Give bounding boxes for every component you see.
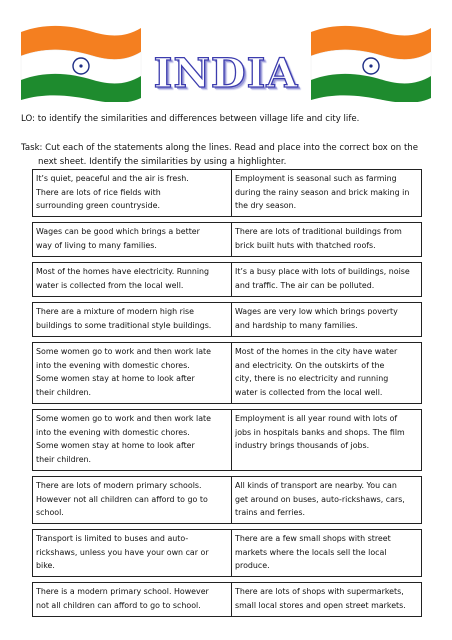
statement-text-line: brick built huts with thatched roofs. bbox=[235, 240, 376, 250]
statement-card-right[interactable] bbox=[232, 583, 422, 617]
statement-row bbox=[33, 477, 422, 524]
statement-card-right[interactable] bbox=[232, 530, 422, 577]
statement-text-line: There are a mixture of modern high rise bbox=[36, 307, 195, 316]
statement-row bbox=[33, 170, 422, 217]
statement-card-right[interactable] bbox=[232, 343, 422, 404]
statement-text-line: industry brings thousands of jobs. bbox=[235, 441, 370, 451]
statement-text-line: However not all children can afford to go to bbox=[36, 494, 208, 504]
statement-card-left[interactable] bbox=[33, 477, 232, 524]
statement-text-line: There are lots of shops with supermarkets, bbox=[235, 587, 404, 596]
statement-row bbox=[33, 410, 422, 471]
statement-text-line: and hardship to many families. bbox=[235, 320, 358, 330]
statement-text-line: Most of the homes in the city have water bbox=[235, 347, 398, 356]
statement-text-line: get around on buses, auto-rickshaws, cars, bbox=[235, 494, 405, 504]
statement-card-left[interactable] bbox=[33, 530, 232, 577]
statement-card-left[interactable] bbox=[33, 263, 232, 297]
india-flag-right bbox=[308, 18, 434, 102]
statement-card-right[interactable] bbox=[232, 477, 422, 524]
statement-text-line: All kinds of transport are nearby. You can bbox=[235, 481, 397, 490]
statement-card-left[interactable] bbox=[33, 583, 232, 617]
statement-text-line: water is collected from the local well. bbox=[235, 387, 383, 397]
page-title: INDIA bbox=[153, 50, 299, 97]
statement-text-line: produce. bbox=[235, 561, 270, 571]
statement-text-line: not all children can afford to go to school. bbox=[36, 600, 201, 610]
statement-text-line: There is a modern primary school. However bbox=[36, 587, 209, 596]
statement-row bbox=[33, 263, 422, 297]
statement-text-line: the dry season. bbox=[235, 201, 297, 211]
statement-text-line: small local stores and open street markets. bbox=[235, 600, 406, 610]
statement-row bbox=[33, 343, 422, 404]
statement-text-line: There are lots of traditional buildings from bbox=[235, 227, 402, 236]
statement-card-left[interactable] bbox=[33, 303, 232, 337]
task-instructions bbox=[21, 141, 441, 169]
statement-card-left[interactable] bbox=[33, 170, 232, 217]
statement-text-line: It’s quiet, peaceful and the air is fresh. bbox=[36, 174, 189, 183]
statement-card-right[interactable] bbox=[232, 223, 422, 257]
statement-text-line: into the evening with domestic chores. bbox=[36, 427, 190, 437]
statement-text-line: buildings to some traditional style buildings. bbox=[36, 320, 212, 330]
statement-card-right[interactable] bbox=[232, 263, 422, 297]
statement-text-line: Employment is seasonal such as farming bbox=[235, 174, 397, 183]
statement-row bbox=[33, 530, 422, 577]
learning-objective: LO: to identify the similarities and differences between village life and city life. bbox=[21, 114, 360, 124]
statement-text-line: Some women go to work and then work late bbox=[36, 347, 211, 356]
statement-text-line: Wages can be good which brings a better bbox=[36, 227, 200, 236]
statement-text-line: Some women stay at home to look after bbox=[36, 374, 195, 384]
statement-text-line: It’s a busy place with lots of buildings, noise bbox=[235, 267, 410, 276]
statement-card-right[interactable] bbox=[232, 170, 422, 217]
statement-text-line: school. bbox=[36, 508, 64, 518]
statement-text-line: their children. bbox=[36, 387, 92, 397]
statement-row bbox=[33, 583, 422, 617]
statement-text-line: Transport is limited to buses and auto- bbox=[36, 534, 189, 543]
statement-text-line: and electricity. On the outskirts of the bbox=[235, 360, 385, 370]
statement-text-line: bike. bbox=[36, 561, 55, 571]
task-line-1: Task: Cut each of the statements along the lines. Read and place into the correct box on the bbox=[21, 143, 419, 153]
statement-text-line: water is collected from the local well. bbox=[36, 280, 184, 290]
statement-row bbox=[33, 303, 422, 337]
statement-text-line: There are lots of rice fields with bbox=[36, 187, 161, 197]
statement-card-left[interactable] bbox=[33, 223, 232, 257]
statement-text-line: way of living to many families. bbox=[36, 240, 157, 250]
task-line-2: next sheet. Identify the similarities by using a highlighter. bbox=[38, 157, 287, 167]
statement-card-right[interactable] bbox=[232, 303, 422, 337]
statement-text-line: Employment is all year round with lots of bbox=[235, 414, 398, 423]
statement-text-line: and traffic. The air can be polluted. bbox=[235, 280, 375, 290]
statement-text-line: Wages are very low which brings poverty bbox=[235, 307, 398, 316]
india-flag-left bbox=[18, 18, 144, 102]
statement-card-right[interactable] bbox=[232, 410, 422, 471]
statement-text-line: trains and ferries. bbox=[235, 508, 305, 518]
statement-text-line: markets where the locals sell the local bbox=[235, 547, 387, 557]
statement-text-line: Some women go to work and then work late bbox=[36, 414, 211, 423]
statement-text-line: city, there is no electricity and running bbox=[235, 374, 389, 384]
statement-text-line: during the rainy season and brick making in bbox=[235, 187, 410, 197]
statements-table bbox=[32, 169, 422, 617]
statement-text-line: into the evening with domestic chores. bbox=[36, 360, 190, 370]
statement-text-line: rickshaws, unless you have your own car or bbox=[36, 547, 209, 557]
statement-text-line: Most of the homes have electricity. Running bbox=[36, 267, 210, 276]
statement-text-line: jobs in hospitals banks and shops. The film bbox=[235, 427, 405, 437]
statement-card-left[interactable] bbox=[33, 343, 232, 404]
statement-card-left[interactable] bbox=[33, 410, 232, 471]
statement-row bbox=[33, 223, 422, 257]
statement-text-line: There are lots of modern primary schools. bbox=[36, 481, 202, 490]
statement-text-line: their children. bbox=[36, 454, 92, 464]
statement-text-line: surrounding green countryside. bbox=[36, 201, 160, 211]
statement-text-line: Some women stay at home to look after bbox=[36, 441, 195, 451]
statement-text-line: There are a few small shops with street bbox=[235, 534, 391, 543]
